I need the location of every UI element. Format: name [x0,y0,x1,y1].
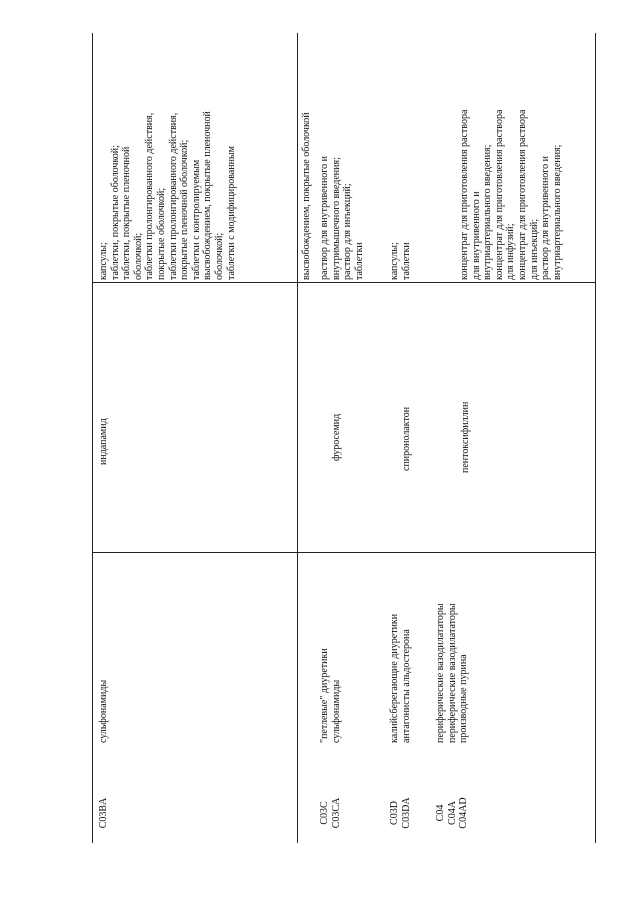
table-row-divider [297,33,298,843]
atc-code: C03C [319,801,330,825]
column-divider-2 [92,282,595,283]
dosage-form-line: капсулы; [98,242,109,280]
dosage-forms-continued [301,112,313,280]
dosage-form-line: внутримышечного введения; [330,157,342,280]
table-top-rule [92,33,93,843]
dosage-form-line: оболочкой; [213,232,225,280]
table-bottom-rule [595,33,596,843]
dosage-form-line: таблетки, покрытые пленочной [121,146,133,280]
drug-cell [98,418,110,465]
drug-name: спиронолактон [401,406,412,471]
dosage-form-line: концентрат для приготовления раствора [516,109,528,280]
dosage-form-line: для инъекций; [528,218,540,280]
group-name: периферические вазодилататоры [446,603,458,743]
dosage-form-line: высвобождением, покрытые оболочкой [301,112,312,280]
atc-code-cell [435,783,470,843]
column-divider-1 [92,552,595,553]
dosage-form-line: оболочкой; [132,232,144,280]
dosage-forms-cell [319,156,365,280]
atc-code: C04 [435,804,446,822]
group-name: антагонисты альдостерона [400,629,412,743]
dosage-form-line: таблетки, покрытые оболочкой; [109,145,121,280]
group-cell [98,680,110,743]
dosage-form-line: внутриартериального введения; [551,144,563,280]
drug-name: пентоксифиллин [460,401,471,473]
dosage-form-line: таблетки [353,242,365,280]
atc-code-cell [98,783,110,843]
drug-cell [401,407,413,471]
atc-code-cell [319,783,342,843]
drug-name: индапамид [98,418,109,465]
group-name: производные пурина [458,654,470,743]
drug-cell [460,402,472,473]
group-cell [319,648,342,743]
atc-code: C04AD [458,797,470,829]
atc-code: C04A [446,801,458,825]
atc-code: C03BA [98,797,109,829]
dosage-form-line: концентрат для приготовления раствора [493,109,505,280]
dosage-form-line: таблетки пролонгированного действия, [167,112,179,280]
dosage-form-line: раствор для внутривенного и [319,155,330,280]
group-name: периферические вазодилататоры [435,603,446,743]
dosage-forms-cell [389,242,412,280]
atc-code: C03CA [330,797,342,829]
group-cell [435,603,470,743]
dosage-form-line: таблетки [400,242,412,280]
dosage-form-line: высвобождением, покрытые пленочной [202,111,214,280]
dosage-form-line: для внутривенного и [470,191,482,280]
dosage-form-line: таблетки с контролируемым [190,159,202,280]
drug-name: фуросемид [331,413,342,461]
dosage-form-line: таблетки с модифицированным [225,145,237,280]
rotated-table [92,33,595,843]
atc-code-cell [389,783,412,843]
dosage-form-line: таблетки пролонгированного действия, [144,112,156,280]
dosage-form-line: концентрат для приготовления раствора [459,109,470,280]
dosage-forms-cell [98,111,237,280]
group-name: сульфонамиды [98,679,109,743]
dosage-form-line: капсулы; [389,242,400,280]
dosage-form-line: покрытые оболочкой; [155,187,167,280]
atc-code: C03DA [400,797,412,829]
group-name: сульфонамиды [330,679,342,743]
group-name: "петлевые" диуретики [319,648,330,743]
dosage-form-line: для инфузий; [505,223,517,280]
dosage-form-line: внутриартериального введения; [482,144,494,280]
atc-code: C03D [389,801,400,825]
group-name: калийсберегающие диуретики [389,613,400,743]
dosage-form-line: покрытые пленочной оболочкой; [179,139,191,280]
dosage-form-line: раствор для инъекций; [342,183,354,280]
dosage-forms-cell [459,110,563,280]
dosage-form-line: раствор для внутривенного и [540,155,552,280]
drug-cell [331,414,343,461]
group-cell [389,614,412,743]
